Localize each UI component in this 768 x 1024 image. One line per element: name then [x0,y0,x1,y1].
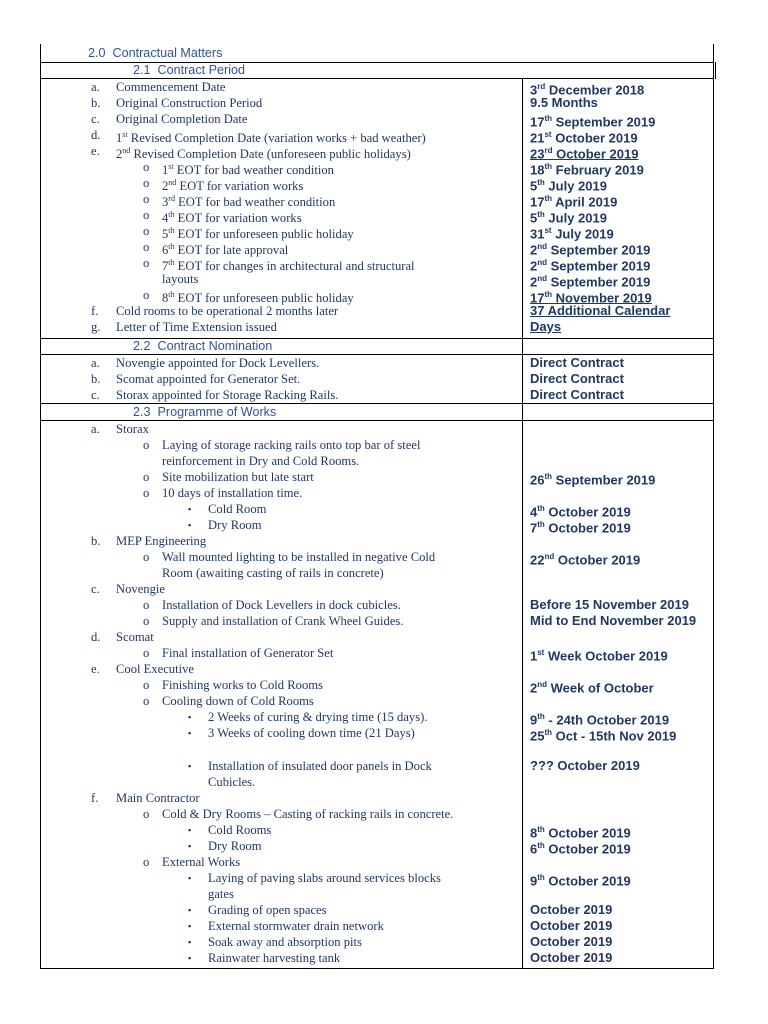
list-item-text: Dry Room [208,518,262,532]
list-marker: g. [91,320,101,334]
list-item-text: 10 days of installation time. [162,486,303,500]
list-marker: a. [91,356,100,370]
list-marker: b. [91,372,101,386]
date-value: 7th October 2019 [530,520,631,536]
list-item-text: Cold & Dry Rooms – Casting of racking rails in concrete. [162,807,454,821]
list-marker: ▪ [188,873,192,883]
list-marker: f. [91,791,99,805]
list-marker: o [143,176,150,190]
list-item-text: Grading of open spaces [208,903,327,917]
date-value: 17th September 2019 [530,114,656,130]
list-item-text: Main Contractor [116,791,200,805]
date-value: 5th July 2019 [530,210,607,226]
list-item-text: Letter of Time Extension issued [116,320,277,334]
date-value: Direct Contract [530,371,624,386]
list-item-text: Commencement Date [116,80,226,94]
date-value: 21st October 2019 [530,130,638,146]
list-item-text: Wall mounted lighting to be installed in negative Cold [162,550,436,564]
list-item-text: reinforcement in Dry and Cold Rooms. [162,454,360,468]
date-value: Direct Contract [530,387,624,402]
list-item-text: Original Completion Date [116,112,248,126]
list-marker: c. [91,112,100,126]
date-value: 17th April 2019 [530,194,618,210]
list-marker: ▪ [188,728,192,738]
column-divider [522,78,523,968]
list-item-text: 5th EOT for unforeseen public holiday [162,226,354,242]
date-value: Mid to End November 2019 [530,613,697,628]
list-marker: o [143,550,150,564]
list-marker: o [143,678,150,692]
list-item-text: Rainwater harvesting tank [208,951,341,965]
list-marker: o [143,694,150,708]
date-value: 6th October 2019 [530,841,631,857]
list-marker: b. [91,534,101,548]
list-item-text: Installation of insulated door panels in Dock [208,759,432,773]
list-marker: ▪ [188,520,192,530]
list-item-text: Soak away and absorption pits [208,935,362,949]
list-marker: ▪ [188,712,192,722]
list-marker: f. [91,304,99,318]
list-item-text: 3rd EOT for bad weather condition [162,194,336,210]
date-value: 3rd December 2018 [530,82,645,98]
list-marker: o [143,807,150,821]
list-item-text: MEP Engineering [116,534,207,548]
list-marker: ▪ [188,953,192,963]
list-marker: o [143,256,150,270]
list-marker: ▪ [188,761,192,771]
date-value: 25th Oct - 15th Nov 2019 [530,728,677,744]
list-item-text: Laying of storage racking rails onto top bar of steel [162,438,421,452]
list-marker: o [143,470,150,484]
list-item-text: Scomat appointed for Generator Set. [116,372,301,386]
section-heading-2-2: 2.2 Contract Nomination [133,339,273,353]
list-marker: o [143,486,150,500]
list-item-text: Scomat [116,630,154,644]
list-item-text: External stormwater drain network [208,919,384,933]
section-heading-2-0: 2.0 Contractual Matters [88,46,223,60]
date-value: 2nd September 2019 [530,258,651,274]
list-item-text: Cold Room [208,502,267,516]
list-item-text: Installation of Dock Levellers in dock cubicles. [162,598,401,612]
date-value: October 2019 [530,950,613,965]
right-border [713,44,714,968]
list-marker: e. [91,662,100,676]
date-value: 9th October 2019 [530,873,631,889]
list-marker: ▪ [188,937,192,947]
list-item-text: Cold Rooms [208,823,272,837]
list-marker: ▪ [188,921,192,931]
list-marker: ▪ [188,504,192,514]
list-item-text: Novengie [116,582,165,596]
list-item-text: 2 Weeks of curing & drying time (15 days). [208,710,428,724]
date-value: 2nd Week of October [530,680,654,696]
list-item-text: Supply and installation of Crank Wheel Guides. [162,614,404,628]
list-item-text: 4th EOT for variation works [162,210,302,226]
list-item-text: 2nd EOT for variation works [162,178,304,194]
list-marker: o [143,160,150,174]
list-item-text: Final installation of Generator Set [162,646,334,660]
list-item-text: gates [208,887,234,901]
list-marker: ▪ [188,841,192,851]
list-item-text: Site mobilization but late start [162,470,314,484]
list-marker: c. [91,582,100,596]
list-marker: ▪ [188,825,192,835]
date-value: 37 Additional Calendar [530,303,671,318]
list-marker: a. [91,80,100,94]
date-value: 17th November 2019 [530,290,652,306]
list-item-text: Cubicles. [208,775,256,789]
date-value: ??? October 2019 [530,758,640,773]
date-value: October 2019 [530,918,613,933]
list-item-text: 1st EOT for bad weather condition [162,162,334,178]
list-item-text: External Works [162,855,241,869]
date-value: October 2019 [530,902,613,917]
list-item-text: layouts [162,272,199,286]
list-marker: o [143,224,150,238]
list-item-text: Storax [116,422,149,436]
list-item-text: Dry Room [208,839,262,853]
section-heading-2-1: 2.1 Contract Period [133,63,246,77]
list-marker: o [143,646,150,660]
date-value: 4th October 2019 [530,504,631,520]
date-value: 18th February 2019 [530,162,644,178]
list-item-text: 7th EOT for changes in architectural and structural [162,258,415,274]
rule [715,62,716,79]
list-item-text: 8th EOT for unforeseen public holiday [162,290,354,306]
section-heading-2-3: 2.3 Programme of Works [133,405,277,419]
list-item-text: Finishing works to Cold Rooms [162,678,323,692]
list-item-text: Cooling down of Cold Rooms [162,694,314,708]
list-marker: d. [91,128,101,142]
date-value: 26th September 2019 [530,472,656,488]
list-marker: o [143,208,150,222]
list-marker: b. [91,96,101,110]
list-item-text: 3 Weeks of cooling down time (21 Days) [208,726,415,740]
list-marker: c. [91,388,100,402]
list-marker: o [143,288,150,302]
list-marker: a. [91,422,100,436]
list-item-text: Original Construction Period [116,96,263,110]
date-value: 5th July 2019 [530,178,607,194]
list-marker: d. [91,630,101,644]
date-value: 23rd October 2019 [530,146,639,162]
list-marker: o [143,598,150,612]
list-marker: o [143,240,150,254]
list-marker: e. [91,144,100,158]
date-value: 2nd September 2019 [530,242,651,258]
list-item-text: Novengie appointed for Dock Levellers. [116,356,320,370]
date-value: Days [530,319,562,334]
list-item-text: 2nd Revised Completion Date (unforeseen public holidays) [116,146,411,162]
list-item-text: Cool Executive [116,662,194,676]
list-marker: ▪ [188,905,192,915]
date-value: October 2019 [530,934,613,949]
list-marker: o [143,855,150,869]
date-value: 9th - 24th October 2019 [530,712,670,728]
date-value: 22nd October 2019 [530,552,641,568]
date-value: Before 15 November 2019 [530,597,689,612]
list-item-text: Cold rooms to be operational 2 months later [116,304,339,318]
date-value: 2nd September 2019 [530,274,651,290]
list-marker: o [143,614,150,628]
date-value: Direct Contract [530,355,624,370]
date-value: 9.5 Months [530,95,598,110]
bottom-border [40,968,714,969]
list-item-text: 1st Revised Completion Date (variation works + bad weather) [116,130,426,146]
date-value: 31st July 2019 [530,226,614,242]
left-border [40,44,41,968]
list-item-text: Storax appointed for Storage Racking Rails. [116,388,339,402]
list-marker: o [143,438,150,452]
list-item-text: Room (awaiting casting of rails in concrete) [162,566,384,580]
list-item-text: 6th EOT for late approval [162,242,289,258]
date-value: 8th October 2019 [530,825,631,841]
date-value: 1st Week October 2019 [530,648,668,664]
list-marker: o [143,192,150,206]
list-item-text: Laying of paving slabs around services blocks [208,871,441,885]
